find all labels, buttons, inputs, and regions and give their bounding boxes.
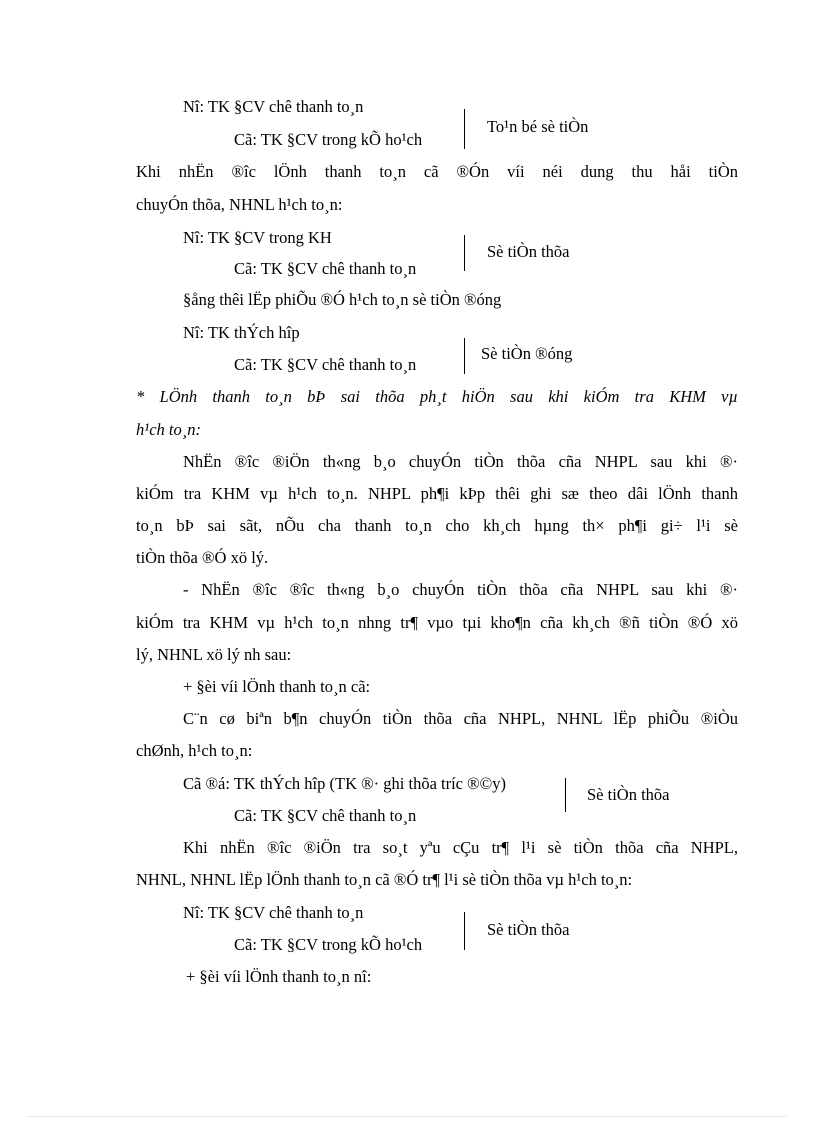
- entry-credit-line: Cã: TK §CV trong kÕ ho¹ch: [234, 130, 423, 149]
- paragraph-line: NhËn ®îc ®iÖn th«ng b¸o chuyÓn tiÒn thõa cña NHPL sau khi ®·: [183, 452, 738, 471]
- bracket-bar: [464, 338, 465, 374]
- bracket-bar: [464, 109, 465, 149]
- entry-credit-line: Cã: TK §CV chê thanh to¸n: [234, 259, 417, 278]
- bracket-bar: [464, 235, 465, 271]
- paragraph-line: chØnh, h¹ch to¸n:: [136, 741, 253, 760]
- paragraph-line: to¸n bÞ sai sãt, nÕu cha thanh to¸n cho kh¸ch hµng th× ph¶i gi÷ l¹i sè: [136, 516, 738, 535]
- paragraph-line: lý, NHNL xö lý nh sau:: [136, 645, 292, 664]
- bracket-bar: [565, 778, 566, 812]
- paragraph-line: - NhËn ®îc ®îc th«ng b¸o chuyÓn tiÒn thõa cña NHPL sau khi ®·: [183, 580, 738, 599]
- paragraph-line: Khi nhËn ®îc lÖnh thanh to¸n cã ®Ón víi néi dung thu håi tiÒn: [136, 162, 738, 181]
- entry-amount-note: Sè tiÒn thõa: [487, 242, 570, 261]
- paragraph-line: chuyÓn thõa, NHNL h¹ch to¸n:: [136, 195, 343, 214]
- bracket-bar: [464, 912, 465, 950]
- entry-amount-note: To¹n bé sè tiÒn: [487, 117, 589, 136]
- entry-debit-line: Nî: TK §CV chê thanh to¸n: [183, 903, 364, 922]
- paragraph-line: Khi nhËn ®îc ®iÖn tra so¸t yªu cÇu tr¶ l¹i sè tiÒn thõa cña NHPL,: [183, 838, 738, 857]
- entry-credit-line: Cã: TK §CV chê thanh to¸n: [234, 355, 417, 374]
- entry-debit-line: Nî: TK §CV chê thanh to¸n: [183, 97, 364, 116]
- paragraph-line: §ång thêi lËp phiÕu ®Ó h¹ch to¸n sè tiÒn ®óng: [183, 290, 502, 309]
- section-heading-line: * LÖnh thanh to¸n bÞ sai thõa ph¸t hiÖn sau khi kiÓm tra KHM vµ: [136, 387, 738, 406]
- paragraph-line: kiÓm tra KHM vµ h¹ch to¸n nhng tr¶ vµo tµi kho¶n cña kh¸ch ®ñ tiÒn ®Ó xö: [136, 613, 738, 632]
- footer-divider: [28, 1116, 788, 1117]
- paragraph-line: + §èi víi lÖnh thanh to¸n cã:: [183, 677, 371, 696]
- paragraph-line: tiÒn thõa ®Ó xö lý.: [136, 548, 269, 567]
- entry-amount-note: Sè tiÒn thõa: [587, 785, 670, 804]
- entry-credit-line: Cã ®á: TK thÝch hîp (TK ®· ghi thõa tríc ®©y): [183, 774, 506, 793]
- entry-amount-note: Sè tiÒn ®óng: [481, 344, 573, 363]
- paragraph-line: kiÓm tra KHM vµ h¹ch to¸n. NHPL ph¶i kÞp thêi ghi sæ theo dâi lÖnh thanh: [136, 484, 738, 503]
- entry-credit-line: Cã: TK §CV chê thanh to¸n: [234, 806, 417, 825]
- paragraph-line: C¨n cø biªn b¶n chuyÓn tiÒn thõa cña NHPL, NHNL lËp phiÕu ®iÒu: [183, 709, 738, 728]
- paragraph-line: NHNL, NHNL lËp lÖnh thanh to¸n cã ®Ó tr¶ l¹i sè tiÒn thõa vµ h¹ch to¸n:: [136, 870, 633, 889]
- entry-debit-line: Nî: TK thÝch hîp: [183, 323, 300, 342]
- paragraph-line: + §èi víi lÖnh thanh to¸n nî:: [186, 967, 372, 986]
- section-heading-line: h¹ch to¸n:: [136, 420, 201, 439]
- entry-credit-line: Cã: TK §CV trong kÕ ho¹ch: [234, 935, 423, 954]
- entry-debit-line: Nî: TK §CV trong KH: [183, 228, 332, 247]
- entry-amount-note: Sè tiÒn thõa: [487, 920, 570, 939]
